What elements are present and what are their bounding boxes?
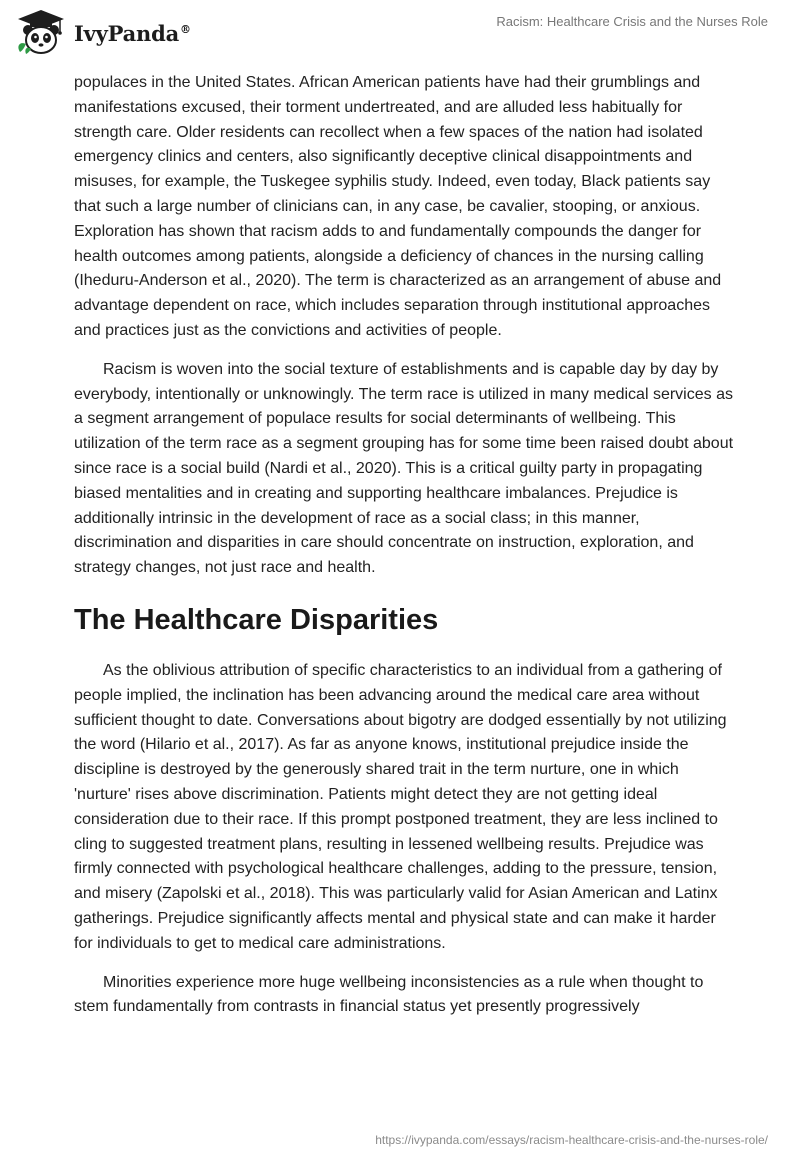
document-title: Racism: Healthcare Crisis and the Nurses Role — [496, 14, 768, 29]
section-heading: The Healthcare Disparities — [74, 603, 439, 636]
brand-name: IvyPanda® — [74, 20, 191, 46]
paragraph: populaces in the United States. African American patients have had their grumblings and manifestations excused, their torment undertreated, and are alluded less habitually for strength care. Older residents can recollect when a few spaces of the nation had isolated emergency clinics and centers, also significantly deceptive clinical disappointments and misuses, for example, the Tuskegee syphilis study. Indeed, even today, Black patients say that such a large number of clinicians can, in any case, be cavalier, stooping, or anxious. Exploration has shown that racism adds to and fundamentally compounds the danger for health outcomes among patients, alongside a deficiency of chances in the nursing calling (Iheduru-Anderson et al., 2020). The term is characterized as an arrangement of abuse and advantage dependent on race, which includes separation through institutional approaches and practices just as the convictions and activities of people. — [74, 74, 722, 339]
ivypanda-logo[interactable] — [14, 8, 191, 58]
paragraph: Minorities experience more huge wellbeing inconsistencies as a rule when thought to stem fundamentally from contrasts in financial status yet presently progressively — [74, 973, 704, 1016]
paragraph: Racism is woven into the social texture of establishments and is capable day by day by everybody, intentionally or unknowingly. The term race is utilized in many medical services as a segment arrangement of populace results for social determinants of wellbeing. This utilization of the term race as a segment grouping has for some time been raised doubt about since race is a social build (Nardi et al., 2020). This is a critical guilty party in propagating biased mentalities and in creating and supporting healthcare imbalances. Prejudice is additionally intrinsic in the development of race as a social class; in this manner, discrimination and disparities in care should concentrate on instruction, exploration, and strategy changes, not just race and health. — [74, 360, 734, 577]
registered-mark: ® — [180, 22, 191, 36]
essay-body — [74, 71, 734, 1034]
panda-graduation-cap-icon — [14, 8, 68, 58]
paragraph: As the oblivious attribution of specific characteristics to an individual from a gathering of people implied, the inclination has been advancing around the medical care area without sufficient thought to date. Conversations about bigotry are dodged essentially by not utilizing the word (Hilario et al., 2017). As far as anyone knows, institutional prejudice inside the discipline is destroyed by the generously shared trait in the term nurture, one in which 'nurture' rises above discrimination. Patients might detect they are not getting ideal consideration due to their race. If this prompt postponed treatment, they are less inclined to cling to suggested treatment plans, resulting in lessened wellbeing results. Prejudice was firmly connected with psychological healthcare challenges, adding to the pressure, tension, and misery (Zapolski et al., 2018). This was particularly valid for Asian American and Latinx gatherings. Prejudice significantly affects mental and physical state and can make it harder for individuals to get to medical care administrations. — [74, 661, 727, 952]
source-url[interactable]: https://ivypanda.com/essays/racism-healthcare-crisis-and-the-nurses-role/ — [375, 1133, 768, 1147]
page-header — [0, 0, 800, 66]
